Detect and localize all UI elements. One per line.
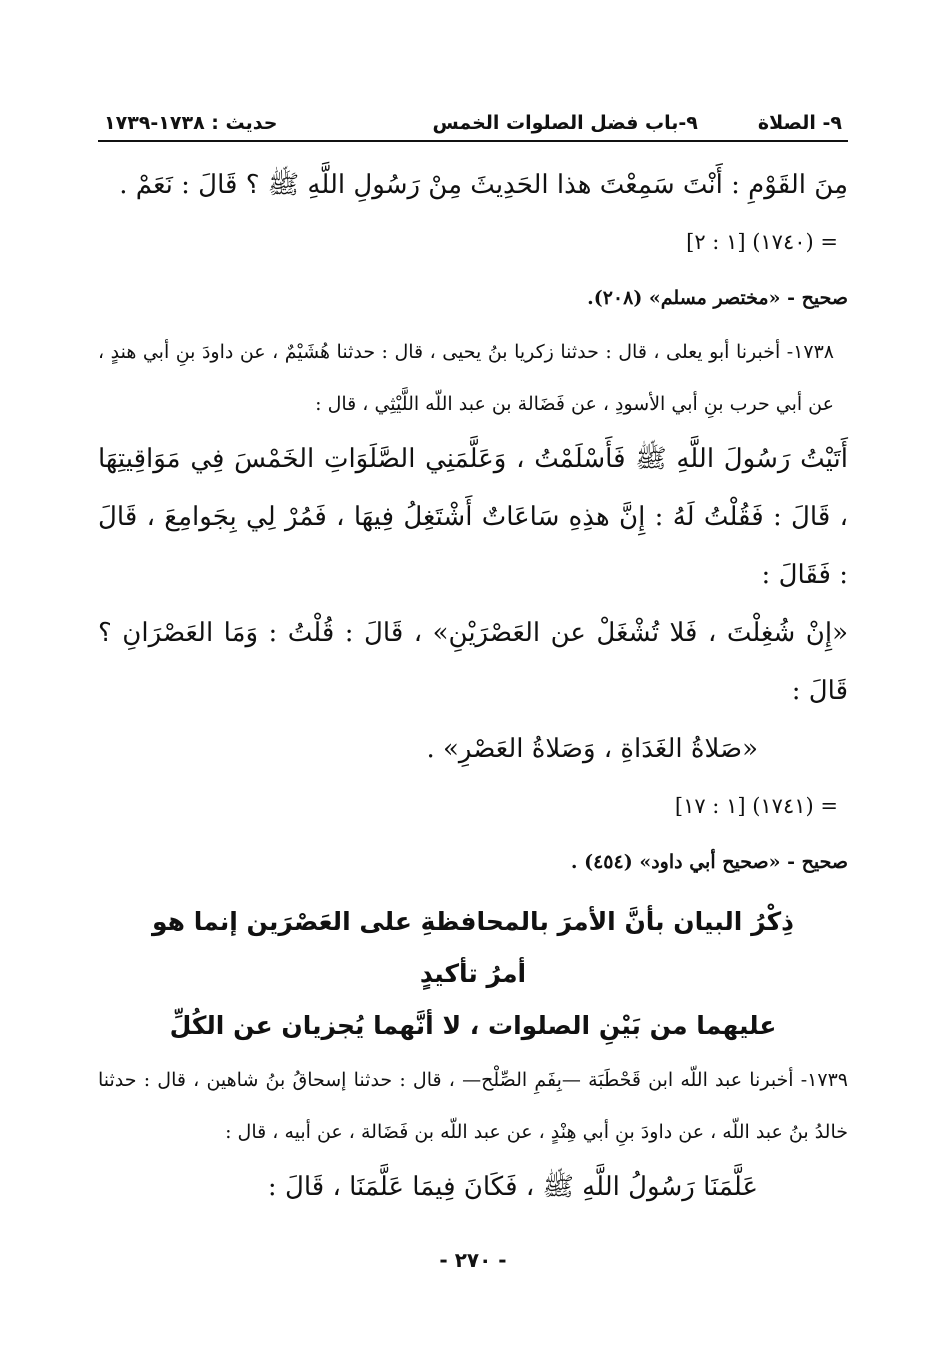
- header-section: ٩-باب فضل الصلوات الخمس: [432, 112, 698, 134]
- hadith-1738-part-b: «إِنْ شُغِلْتَ ، فَلا تُشْغَلْ عن العَصْرَيْنِ» ، قَالَ : قُلْتُ : وَمَا العَصْرَانِ ؟ قَالَ :: [98, 618, 848, 706]
- document-page: [98, 108, 848, 1308]
- page-number: - ٢٧٠ -: [439, 1248, 507, 1272]
- hadith-1739-text: عَلَّمَنَا رَسُولُ اللَّهِ ﷺ ، فَكَانَ فِيمَا عَلَّمَنَا ، قَالَ :: [267, 1172, 758, 1202]
- header-hadith-range: حديث : ١٧٣٨-١٧٣٩: [104, 112, 278, 134]
- grade-note-2: صحيح - «صحيح أبي داود» (٤٥٤) .: [570, 851, 848, 873]
- running-header: [98, 108, 848, 142]
- narration-1739: ١٧٣٩- أخبرنا عبد اللّه ابن قَحْطَبَة —بِفَمِ الصِّلْح— ، قال : حدثنا إسحاقُ بنُ شاهين ، قال : حدثنا خالدُ بنُ عبد اللّه ، عن داودَ بنِ أبي هِنْدٍ ، عن عبد اللّه بن فَضَالة ، عن أبيه ، قال :: [98, 1069, 848, 1143]
- hadith-1738-part-a: أَتَيْتُ رَسُولَ اللَّهِ ﷺ فَأَسْلَمْتُ ، وَعَلَّمَنِي الصَّلَوَاتِ الخَمْسَ فِي مَوَاقِيتِهَا ، قَالَ : فَقُلْتُ لَهُ : إِنَّ هذِهِ سَاعَاتٌ أَشْتَغِلُ فِيهَا ، فَمُرْ لِي بِجَوامِعَ ، قَالَ : فَقَالَ :: [98, 444, 848, 590]
- hadith-text-continued: مِنَ القَوْمِ : أَنْتَ سَمِعْتَ هذا الحَدِيثَ مِنْ رَسُولِ اللَّهِ ﷺ ؟ قَالَ : نَعَمْ .: [119, 170, 848, 200]
- grade-note-1: صحيح - «مختصر مسلم» (٢٠٨).: [587, 287, 848, 309]
- narration-1738: ١٧٣٨- أخبرنا أبو يعلى ، قال : حدثنا زكريا بنُ يحيى ، قال : حدثنا هُشَيْمٌ ، عن داودَ بنِ أبي هندٍ ، عن أبي حرب بنِ أبي الأسودِ ، عن فَضَالة بن عبد اللّه اللَّيْثِي ، قال :: [98, 341, 834, 415]
- chapter-heading: [98, 890, 848, 1054]
- reference-1741: = (١٧٤١) [١ : ١٧]: [674, 794, 838, 818]
- hadith-1738-part-c: «صَلاةُ الغَدَاةِ ، وَصَلاةُ العَصْرِ» .: [426, 734, 758, 764]
- chapter-heading-line-1: ذِكْرُ البيان بأنَّ الأمرَ بالمحافظةِ على العَصْرَين إنما هو أمرُ تأكيدٍ: [151, 907, 794, 988]
- page-content: [98, 142, 848, 1216]
- reference-1740: = (١٧٤٠) [١ : ٢]: [686, 230, 838, 254]
- header-chapter: ٩- الصلاة: [757, 112, 842, 134]
- chapter-heading-line-2: عليهما من بَيْنِ الصلوات ، لا أنَّهما يُجزيان عن الكُلِّ: [169, 1011, 777, 1040]
